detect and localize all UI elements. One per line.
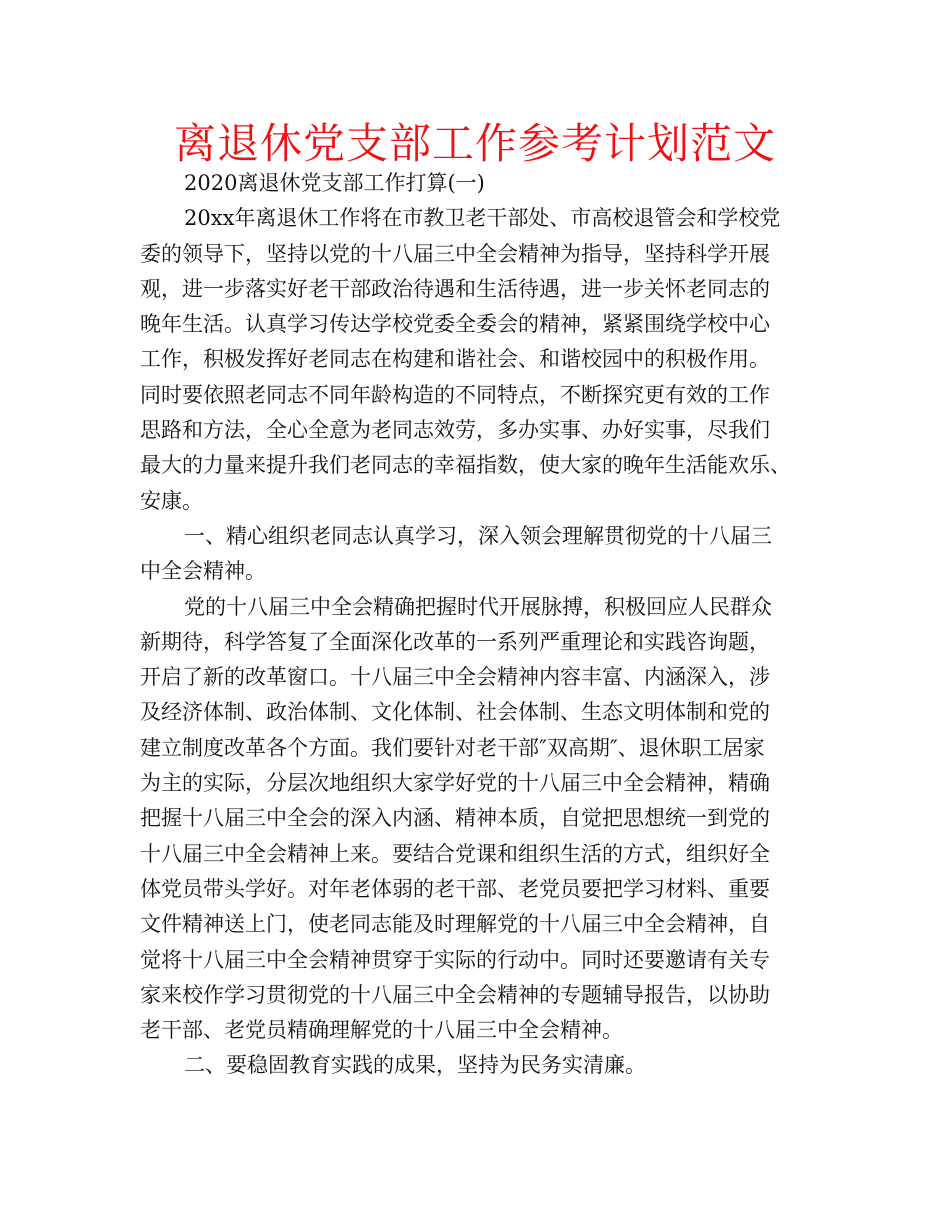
text-line: 安康。 bbox=[140, 488, 203, 513]
document-title: 离退休党支部工作参考计划范文 bbox=[173, 119, 776, 168]
text-line: 把握十八届三中全会的深入内涵、精神本质，自觉把思想统一到党的 bbox=[140, 806, 770, 831]
text-line: 文件精神送上门，使老同志能及时理解党的十八届三中全会精神，自 bbox=[140, 912, 770, 937]
text-line: 最大的力量来提升我们老同志的幸福指数，使大家的晚年生活能欢乐、 bbox=[140, 453, 791, 478]
text-line: 十八届三中全会精神上来。要结合党课和组织生活的方式，组织好全 bbox=[140, 841, 770, 866]
text-line: 为主的实际，分层次地组织大家学好党的十八届三中全会精神，精确 bbox=[140, 771, 770, 796]
text-line: 建立制度改革各个方面。我们要针对老干部″双高期″、退休职工居家 bbox=[140, 735, 765, 760]
text-line: 一、精心组织老同志认真学习，深入领会理解贯彻党的十八届三 bbox=[184, 523, 772, 548]
document-body bbox=[140, 166, 830, 1084]
text-line: 体党员带头学好。对年老体弱的老干部、老党员要把学习材料、重要 bbox=[140, 876, 770, 901]
text-line: 20xx年离退休工作将在市教卫老干部处、市高校退管会和学校党 bbox=[184, 206, 781, 231]
text-line: 党的十八届三中全会精确把握时代开展脉搏，积极回应人民群众 bbox=[184, 594, 772, 619]
text-line: 观，进一步落实好老干部政治待遇和生活待遇，进一步关怀老同志的 bbox=[140, 276, 770, 301]
text-line: 委的领导下，坚持以党的十八届三中全会精神为指导，坚持科学开展 bbox=[140, 241, 770, 266]
text-line: 新期待，科学答复了全面深化改革的一系列严重理论和实践咨询题， bbox=[140, 629, 770, 654]
text-line: 家来校作学习贯彻党的十八届三中全会精神的专题辅导报告，以协助 bbox=[140, 982, 770, 1007]
text-line: 思路和方法，全心全意为老同志效劳，多办实事、办好实事，尽我们 bbox=[140, 418, 770, 443]
text-line: 晚年生活。认真学习传达学校党委全委会的精神，紧紧围绕学校中心 bbox=[140, 312, 770, 337]
text-line: 中全会精神。 bbox=[140, 559, 266, 584]
text-line: 2020离退休党支部工作打算(一) bbox=[184, 171, 485, 195]
text-line: 老干部、老党员精确理解党的十八届三中全会精神。 bbox=[140, 1018, 623, 1043]
text-line: 觉将十八届三中全会精神贯穿于实际的行动中。同时还要邀请有关专 bbox=[140, 947, 770, 972]
text-line: 开启了新的改革窗口。十八届三中全会精神内容丰富、内涵深入，涉 bbox=[140, 665, 770, 690]
text-line: 二、要稳固教育实践的成果，坚持为民务实清廉。 bbox=[184, 1053, 646, 1078]
text-line: 及经济体制、政治体制、文化体制、社会体制、生态文明体制和党的 bbox=[140, 700, 770, 725]
text-line: 同时要依照老同志不同年龄构造的不同特点，不断探究更有效的工作 bbox=[140, 382, 770, 407]
text-line: 工作，积极发挥好老同志在构建和谐社会、和谐校园中的积极作用。 bbox=[140, 347, 770, 372]
